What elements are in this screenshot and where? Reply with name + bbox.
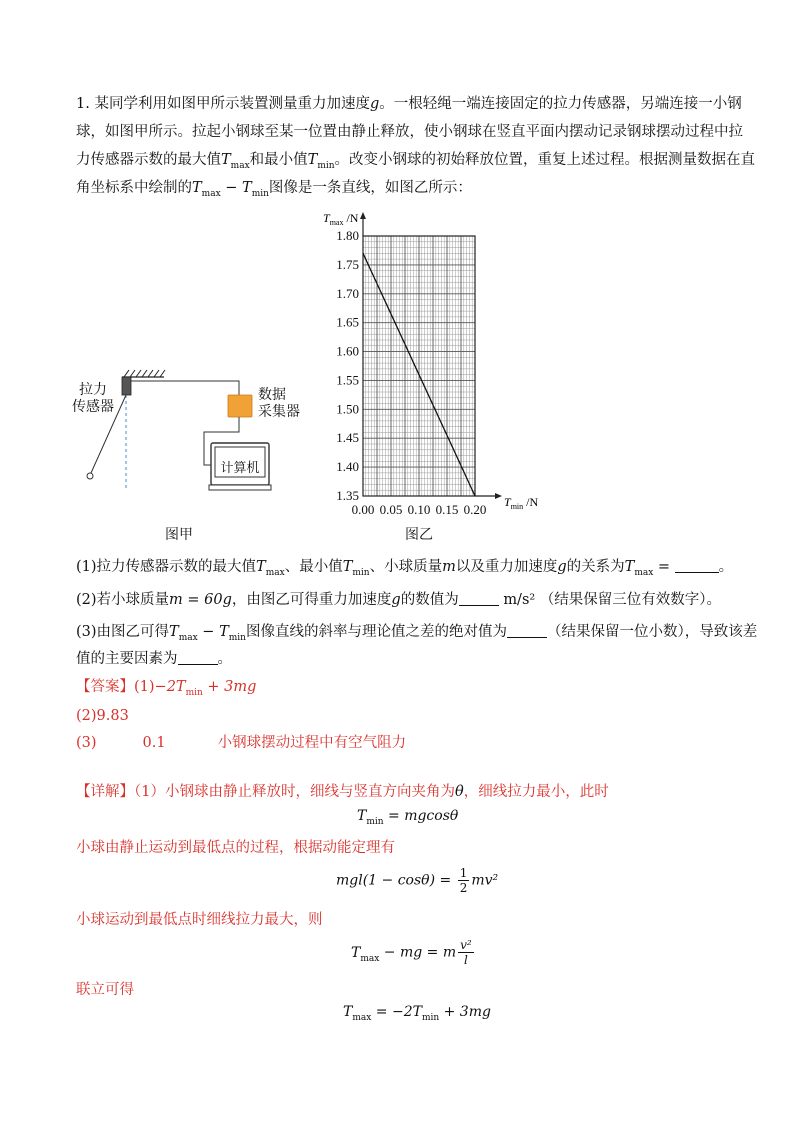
- problem-text: 力传感器示数的最大值: [76, 152, 221, 168]
- problem-text: 。一根轻绳一端连接固定的拉力传感器，另端连接一小钢: [379, 96, 742, 112]
- x-tick-label: 0.00: [351, 502, 375, 517]
- computer-base: [209, 485, 271, 490]
- symbol-g: g: [369, 96, 380, 112]
- chart-y-label: $T_{max}$ /N: [323, 211, 359, 227]
- x-tick-label: 0.10: [407, 502, 431, 517]
- question-1: (1)拉力传感器示数的最大值$T_{max}$、最小值$T_{min}$、小球质量m以及重力加速度g的关系为$T_{max}$ = 。: [76, 559, 734, 578]
- apparatus-diagram: [66, 355, 306, 505]
- symbol-tmax: $T_{max}$: [192, 180, 221, 199]
- steel-ball: [87, 473, 93, 479]
- answer-line-3: (3) 0.1 小钢球摆动过程中有空气阻力: [76, 735, 407, 751]
- chart-y-tick-labels: [336, 228, 359, 503]
- question-3: (3)由图乙可得$T_{max} - T_{min}$图像直线的斜率与理论值之差的绝对值为 （结果保留一位小数），导致该差: [76, 624, 758, 643]
- x-tick-label: 0.15: [435, 502, 459, 517]
- collector-label: 数据 采集器: [258, 387, 300, 420]
- figure-a-caption: 图甲: [165, 527, 193, 543]
- answer-blank-3b[interactable]: [178, 650, 218, 665]
- symbol-tmin: $T_{min}$: [242, 180, 269, 199]
- chart-x-label: $T_{min}$ /N: [504, 495, 539, 511]
- explanation-line-1: 【详解】（1）小钢球由静止释放时，细线与竖直方向夹角为θ，细线拉力最小，此时: [76, 784, 609, 800]
- explanation-line-4: 联立可得: [76, 982, 134, 998]
- answer-blank-1[interactable]: [675, 558, 719, 573]
- problem-text: 和最小值: [249, 152, 308, 168]
- x-axis-arrow: [495, 493, 502, 499]
- symbol-tmax: $T_{max}$: [221, 152, 250, 171]
- problem-line-2: [76, 122, 743, 142]
- symbol-tmax: $T_{max}$: [624, 559, 654, 578]
- problem-line-3: [76, 150, 755, 176]
- y-axis-arrow: [360, 212, 366, 219]
- answer-line-1: 【答案】$(1)-2T_{min} + 3mg$: [76, 679, 257, 698]
- formula-result: $T_{max} = -2T_{min} + 3mg$: [343, 1004, 491, 1023]
- y-tick-label: 1.35: [336, 488, 359, 503]
- answer-blank-3a[interactable]: [507, 623, 547, 638]
- symbol-tmin: $T_{min}$: [307, 152, 335, 171]
- problem-text: 。改变小钢球的初始释放位置，重复上述过程。根据测量数据在直: [334, 152, 756, 168]
- problem-text: 角坐标系中绘制的: [76, 180, 192, 196]
- symbol-g: g: [557, 559, 567, 575]
- y-tick-label: 1.45: [336, 430, 359, 446]
- symbol-tmin: $T_{min}$: [219, 624, 246, 643]
- cable-sensor-collector: [131, 381, 239, 395]
- y-tick-label: 1.70: [336, 285, 359, 301]
- question-3-cont: 值的主要因素为 。: [76, 651, 232, 667]
- y-tick-label: 1.65: [336, 314, 359, 330]
- problem-line-4: 角坐标系中绘制的$T_{max} - T_{min}$图像是一条直线，如图乙所示：: [76, 180, 472, 199]
- formula-tmax: $T_{max}$ − mg = m $\frac{\text{v²}}{l}$: [351, 938, 472, 967]
- symbol-tmax: $T_{max}$: [256, 559, 285, 578]
- mass-value: m = 60g: [169, 592, 232, 608]
- y-tick-label: 1.75: [336, 256, 359, 272]
- data-collector: [228, 395, 252, 417]
- problem-text: 某同学利用如图甲所示装置测量重力加速度: [94, 96, 370, 112]
- force-sensor: [122, 377, 131, 395]
- chart-axes: [360, 212, 502, 499]
- sensor-label: 拉力 传感器: [72, 382, 114, 415]
- explanation-line-3: 小球运动到最低点时细线拉力最大，则: [76, 912, 323, 928]
- y-tick-label: 1.40: [336, 459, 359, 475]
- problem-line-1: [76, 94, 742, 114]
- problem-text: 球，如图甲所示。拉起小钢球至某一位置由静止释放，使小钢球在竖直平面内摆动记录钢球摆动过程中拉: [76, 124, 743, 140]
- formula-energy: mgl(1 − cosθ) = $\frac{1}{2}$ mv²: [336, 866, 499, 895]
- y-tick-label: 1.50: [336, 401, 359, 417]
- tmax-tmin-chart: [305, 210, 555, 520]
- problem-number: 1.: [76, 96, 90, 112]
- ceiling-hatch: [124, 370, 165, 377]
- explanation-line-2: 小球由静止运动到最低点的过程，根据动能定理有: [76, 840, 395, 856]
- chart-x-tick-labels: [352, 502, 487, 517]
- x-tick-label: 0.20: [463, 502, 487, 517]
- answer-label: 【答案】: [76, 679, 134, 695]
- symbol-m: m: [442, 559, 456, 575]
- y-tick-label: 1.55: [336, 372, 359, 388]
- problem-text: 图像是一条直线，如图乙所示：: [268, 180, 472, 196]
- symbol-tmax: $T_{max}$: [169, 624, 198, 643]
- question-2: (2)若小球质量m = 60g，由图乙可得重力加速度g的数值为 m/s² （结果保留三位有效数字）。: [76, 592, 722, 608]
- answer-line-2: (2)9.83: [76, 708, 129, 724]
- x-tick-label: 0.05: [379, 502, 403, 517]
- y-tick-label: 1.80: [336, 228, 359, 243]
- figure-b-caption: 图乙: [405, 527, 433, 543]
- explanation-label: 【详解】: [76, 784, 134, 800]
- symbol-g: g: [391, 592, 401, 608]
- formula-tmin: $T_{min} = mgcos\theta$: [357, 808, 459, 827]
- answer-blank-2[interactable]: [459, 591, 499, 606]
- computer-label: 计算机: [220, 461, 260, 476]
- symbol-tmin: $T_{min}$: [342, 559, 370, 578]
- y-tick-label: 1.60: [336, 343, 359, 359]
